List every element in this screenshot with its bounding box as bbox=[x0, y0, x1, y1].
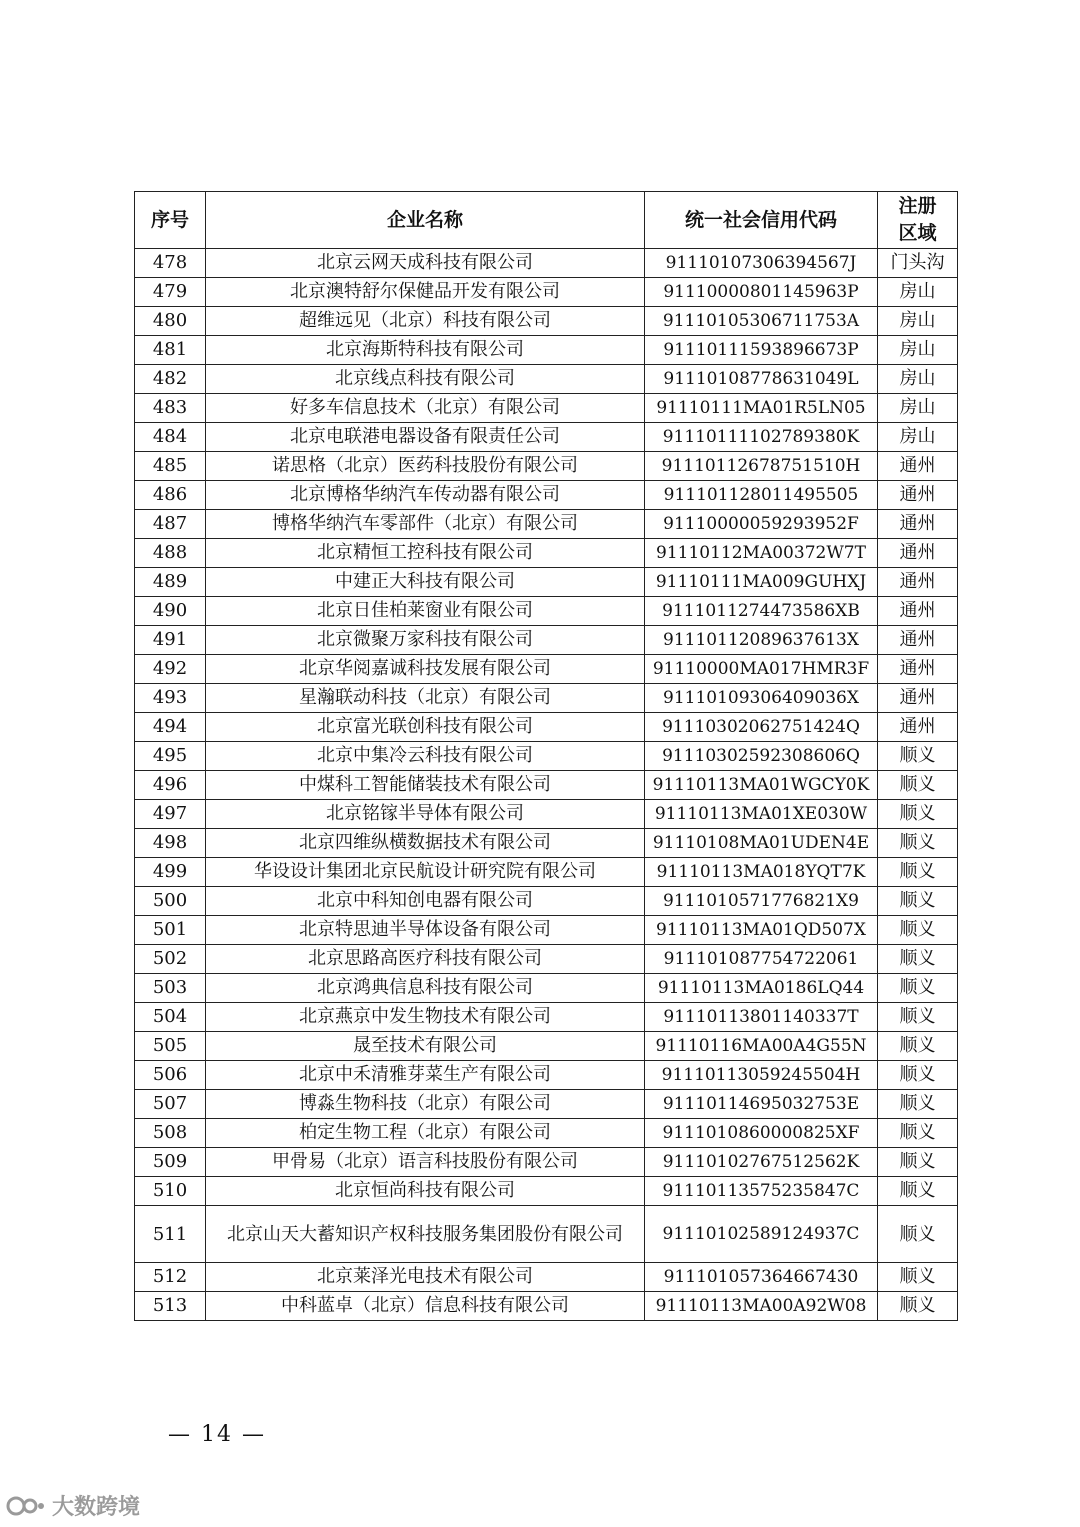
cell-region: 通州 bbox=[878, 626, 958, 655]
cell-credit-code: 91110112MA00372W7T bbox=[645, 539, 878, 568]
cell-region: 通州 bbox=[878, 510, 958, 539]
cell-region: 房山 bbox=[878, 365, 958, 394]
cell-serial: 481 bbox=[135, 336, 206, 365]
cell-region: 顺义 bbox=[878, 916, 958, 945]
table-row bbox=[135, 539, 958, 568]
cell-credit-code: 91110107306394567J bbox=[645, 249, 878, 278]
cell-company-name: 柏定生物工程（北京）有限公司 bbox=[206, 1119, 645, 1148]
cell-serial: 509 bbox=[135, 1148, 206, 1177]
table-row bbox=[135, 655, 958, 684]
table-row bbox=[135, 713, 958, 742]
cell-company-name: 博格华纳汽车零部件（北京）有限公司 bbox=[206, 510, 645, 539]
table-row bbox=[135, 423, 958, 452]
cell-company-name: 北京思路高医疗科技有限公司 bbox=[206, 945, 645, 974]
cell-company-name: 北京华阅嘉诚科技发展有限公司 bbox=[206, 655, 645, 684]
cell-serial: 494 bbox=[135, 713, 206, 742]
cell-region: 顺义 bbox=[878, 1090, 958, 1119]
watermark-text: 大数跨境 bbox=[52, 1495, 141, 1520]
table-row bbox=[135, 771, 958, 800]
cell-serial: 496 bbox=[135, 771, 206, 800]
watermark bbox=[6, 1490, 140, 1521]
table-row bbox=[135, 916, 958, 945]
table-row bbox=[135, 1061, 958, 1090]
cell-serial: 505 bbox=[135, 1032, 206, 1061]
cell-credit-code: 91110000MA017HMR3F bbox=[645, 655, 878, 684]
cell-region: 顺义 bbox=[878, 1177, 958, 1206]
cell-company-name: 诺思格（北京）医药科技股份有限公司 bbox=[206, 452, 645, 481]
cell-serial: 487 bbox=[135, 510, 206, 539]
table-row bbox=[135, 1292, 958, 1321]
cell-serial: 493 bbox=[135, 684, 206, 713]
cell-credit-code: 91110108778631049L bbox=[645, 365, 878, 394]
cell-company-name: 北京海斯特科技有限公司 bbox=[206, 336, 645, 365]
table-row bbox=[135, 626, 958, 655]
table-row bbox=[135, 278, 958, 307]
cell-serial: 508 bbox=[135, 1119, 206, 1148]
company-table bbox=[134, 191, 958, 1321]
cell-region: 顺义 bbox=[878, 945, 958, 974]
cell-serial: 507 bbox=[135, 1090, 206, 1119]
cell-serial: 486 bbox=[135, 481, 206, 510]
cell-region: 顺义 bbox=[878, 858, 958, 887]
cell-region: 顺义 bbox=[878, 1148, 958, 1177]
cell-credit-code: 91110108MA01UDEN4E bbox=[645, 829, 878, 858]
cell-credit-code: 911101128011495505 bbox=[645, 481, 878, 510]
cell-credit-code: 91110302062751424Q bbox=[645, 713, 878, 742]
cell-serial: 489 bbox=[135, 568, 206, 597]
cell-serial: 488 bbox=[135, 539, 206, 568]
cell-serial: 482 bbox=[135, 365, 206, 394]
cell-credit-code: 91110105306711753A bbox=[645, 307, 878, 336]
cell-company-name: 北京云网天成科技有限公司 bbox=[206, 249, 645, 278]
cell-credit-code: 91110111MA01R5LN05 bbox=[645, 394, 878, 423]
table-row bbox=[135, 1090, 958, 1119]
cell-region: 房山 bbox=[878, 336, 958, 365]
cell-region: 通州 bbox=[878, 539, 958, 568]
cell-company-name: 北京山天大蓄知识产权科技服务集团股份有限公司 bbox=[206, 1206, 645, 1263]
cell-credit-code: 91110113575235847C bbox=[645, 1177, 878, 1206]
table-row bbox=[135, 481, 958, 510]
cell-company-name: 北京四维纵横数据技术有限公司 bbox=[206, 829, 645, 858]
cell-region: 房山 bbox=[878, 278, 958, 307]
cell-region: 房山 bbox=[878, 423, 958, 452]
cell-company-name: 中煤科工智能储装技术有限公司 bbox=[206, 771, 645, 800]
cell-company-name: 好多车信息技术（北京）有限公司 bbox=[206, 394, 645, 423]
cell-region: 顺义 bbox=[878, 1061, 958, 1090]
cell-region: 通州 bbox=[878, 452, 958, 481]
cell-credit-code: 91110116MA00A4G55N bbox=[645, 1032, 878, 1061]
cell-serial: 502 bbox=[135, 945, 206, 974]
cell-credit-code: 91110112678751510H bbox=[645, 452, 878, 481]
cell-credit-code: 91110113MA01XE030W bbox=[645, 800, 878, 829]
table-row bbox=[135, 800, 958, 829]
cell-company-name: 超维远见（北京）科技有限公司 bbox=[206, 307, 645, 336]
cell-credit-code: 9111011274473586XB bbox=[645, 597, 878, 626]
cell-region: 通州 bbox=[878, 655, 958, 684]
cell-serial: 483 bbox=[135, 394, 206, 423]
cell-region: 顺义 bbox=[878, 1292, 958, 1321]
page-number: — 14 — bbox=[168, 1422, 266, 1447]
cell-serial: 510 bbox=[135, 1177, 206, 1206]
cell-region: 房山 bbox=[878, 394, 958, 423]
cell-company-name: 甲骨易（北京）语言科技股份有限公司 bbox=[206, 1148, 645, 1177]
cell-serial: 501 bbox=[135, 916, 206, 945]
cell-company-name: 北京电联港电器设备有限责任公司 bbox=[206, 423, 645, 452]
table-row bbox=[135, 394, 958, 423]
cell-region: 通州 bbox=[878, 684, 958, 713]
cell-region: 房山 bbox=[878, 307, 958, 336]
table-row bbox=[135, 1148, 958, 1177]
table-row bbox=[135, 597, 958, 626]
cell-serial: 484 bbox=[135, 423, 206, 452]
cell-region: 通州 bbox=[878, 568, 958, 597]
cell-credit-code: 91110113MA018YQT7K bbox=[645, 858, 878, 887]
cell-credit-code: 91110113801140337T bbox=[645, 1003, 878, 1032]
cell-company-name: 北京澳特舒尔保健品开发有限公司 bbox=[206, 278, 645, 307]
cell-company-name: 北京博格华纳汽车传动器有限公司 bbox=[206, 481, 645, 510]
cell-serial: 490 bbox=[135, 597, 206, 626]
cell-serial: 492 bbox=[135, 655, 206, 684]
table-row bbox=[135, 1032, 958, 1061]
header-region: 注册区域 bbox=[878, 192, 958, 249]
cell-serial: 498 bbox=[135, 829, 206, 858]
cell-region: 通州 bbox=[878, 597, 958, 626]
cell-serial: 504 bbox=[135, 1003, 206, 1032]
table-row bbox=[135, 365, 958, 394]
table-row bbox=[135, 568, 958, 597]
cell-company-name: 华设设计集团北京民航设计研究院有限公司 bbox=[206, 858, 645, 887]
cell-credit-code: 91110113MA01QD507X bbox=[645, 916, 878, 945]
cell-company-name: 博淼生物科技（北京）有限公司 bbox=[206, 1090, 645, 1119]
cell-region: 通州 bbox=[878, 481, 958, 510]
table-row bbox=[135, 858, 958, 887]
cell-serial: 485 bbox=[135, 452, 206, 481]
cell-company-name: 中科蓝卓（北京）信息科技有限公司 bbox=[206, 1292, 645, 1321]
cell-company-name: 北京日佳柏莱窗业有限公司 bbox=[206, 597, 645, 626]
cell-credit-code: 9111010860000825XF bbox=[645, 1119, 878, 1148]
table-row bbox=[135, 684, 958, 713]
cell-region: 顺义 bbox=[878, 829, 958, 858]
cell-region: 顺义 bbox=[878, 771, 958, 800]
cell-company-name: 北京铭镓半导体有限公司 bbox=[206, 800, 645, 829]
cell-company-name: 北京恒尚科技有限公司 bbox=[206, 1177, 645, 1206]
table-row bbox=[135, 510, 958, 539]
cell-credit-code: 91110111MA009GUHXJ bbox=[645, 568, 878, 597]
cell-region: 顺义 bbox=[878, 1003, 958, 1032]
cell-company-name: 北京燕京中发生物技术有限公司 bbox=[206, 1003, 645, 1032]
cell-region: 顺义 bbox=[878, 800, 958, 829]
cell-credit-code: 91110114695032753E bbox=[645, 1090, 878, 1119]
cell-serial: 513 bbox=[135, 1292, 206, 1321]
table-row bbox=[135, 829, 958, 858]
cell-company-name: 北京中禾清雅芽菜生产有限公司 bbox=[206, 1061, 645, 1090]
cell-company-name: 北京精恒工控科技有限公司 bbox=[206, 539, 645, 568]
table-row bbox=[135, 742, 958, 771]
table-row bbox=[135, 887, 958, 916]
cell-company-name: 北京富光联创科技有限公司 bbox=[206, 713, 645, 742]
cell-serial: 500 bbox=[135, 887, 206, 916]
cell-serial: 506 bbox=[135, 1061, 206, 1090]
table-row bbox=[135, 1263, 958, 1292]
cell-serial: 480 bbox=[135, 307, 206, 336]
cell-serial: 503 bbox=[135, 974, 206, 1003]
cell-serial: 479 bbox=[135, 278, 206, 307]
cell-credit-code: 91110113MA0186LQ44 bbox=[645, 974, 878, 1003]
cell-company-name: 北京特思迪半导体设备有限公司 bbox=[206, 916, 645, 945]
cell-credit-code: 91110102767512562K bbox=[645, 1148, 878, 1177]
table-row bbox=[135, 974, 958, 1003]
cell-company-name: 北京莱泽光电技术有限公司 bbox=[206, 1263, 645, 1292]
table-row bbox=[135, 1003, 958, 1032]
cell-region: 顺义 bbox=[878, 1263, 958, 1292]
cell-region: 顺义 bbox=[878, 1206, 958, 1263]
cell-credit-code: 911101087754722061 bbox=[645, 945, 878, 974]
cell-region: 通州 bbox=[878, 713, 958, 742]
cell-credit-code: 911101057364667430 bbox=[645, 1263, 878, 1292]
cell-company-name: 北京线点科技有限公司 bbox=[206, 365, 645, 394]
cell-company-name: 晟至技术有限公司 bbox=[206, 1032, 645, 1061]
cell-credit-code: 91110302592308606Q bbox=[645, 742, 878, 771]
cell-serial: 495 bbox=[135, 742, 206, 771]
cell-company-name: 北京中科知创电器有限公司 bbox=[206, 887, 645, 916]
header-company-name: 企业名称 bbox=[206, 192, 645, 249]
cell-credit-code: 91110112089637613X bbox=[645, 626, 878, 655]
cell-serial: 478 bbox=[135, 249, 206, 278]
table-row bbox=[135, 307, 958, 336]
cell-credit-code: 91110111102789380K bbox=[645, 423, 878, 452]
cell-serial: 491 bbox=[135, 626, 206, 655]
cell-credit-code: 91110113MA00A92W08 bbox=[645, 1292, 878, 1321]
cell-region: 顺义 bbox=[878, 1032, 958, 1061]
table-row bbox=[135, 452, 958, 481]
table-row bbox=[135, 336, 958, 365]
cell-region: 顺义 bbox=[878, 1119, 958, 1148]
table-row bbox=[135, 1177, 958, 1206]
header-serial: 序号 bbox=[135, 192, 206, 249]
cell-company-name: 北京鸿典信息科技有限公司 bbox=[206, 974, 645, 1003]
cell-serial: 497 bbox=[135, 800, 206, 829]
cell-credit-code: 9111010571776821X9 bbox=[645, 887, 878, 916]
cell-region: 顺义 bbox=[878, 742, 958, 771]
cell-credit-code: 91110000801145963P bbox=[645, 278, 878, 307]
company-table-container bbox=[134, 191, 957, 1321]
cell-credit-code: 91110113MA01WGCY0K bbox=[645, 771, 878, 800]
cell-company-name: 北京中集冷云科技有限公司 bbox=[206, 742, 645, 771]
cell-credit-code: 91110102589124937C bbox=[645, 1206, 878, 1263]
cell-credit-code: 91110000059293952F bbox=[645, 510, 878, 539]
cell-credit-code: 91110111593896673P bbox=[645, 336, 878, 365]
cell-region: 门头沟 bbox=[878, 249, 958, 278]
header-credit-code: 统一社会信用代码 bbox=[645, 192, 878, 249]
cell-company-name: 星瀚联动科技（北京）有限公司 bbox=[206, 684, 645, 713]
watermark-logo-icon bbox=[6, 1494, 46, 1518]
table-row bbox=[135, 1119, 958, 1148]
cell-region: 顺义 bbox=[878, 887, 958, 916]
cell-serial: 499 bbox=[135, 858, 206, 887]
table-row bbox=[135, 249, 958, 278]
cell-serial: 512 bbox=[135, 1263, 206, 1292]
cell-credit-code: 91110113059245504H bbox=[645, 1061, 878, 1090]
cell-company-name: 中建正大科技有限公司 bbox=[206, 568, 645, 597]
cell-serial: 511 bbox=[135, 1206, 206, 1263]
table-header-row bbox=[135, 192, 958, 249]
cell-region: 顺义 bbox=[878, 974, 958, 1003]
cell-company-name: 北京微聚万家科技有限公司 bbox=[206, 626, 645, 655]
cell-credit-code: 91110109306409036X bbox=[645, 684, 878, 713]
table-row bbox=[135, 1206, 958, 1263]
table-row bbox=[135, 945, 958, 974]
